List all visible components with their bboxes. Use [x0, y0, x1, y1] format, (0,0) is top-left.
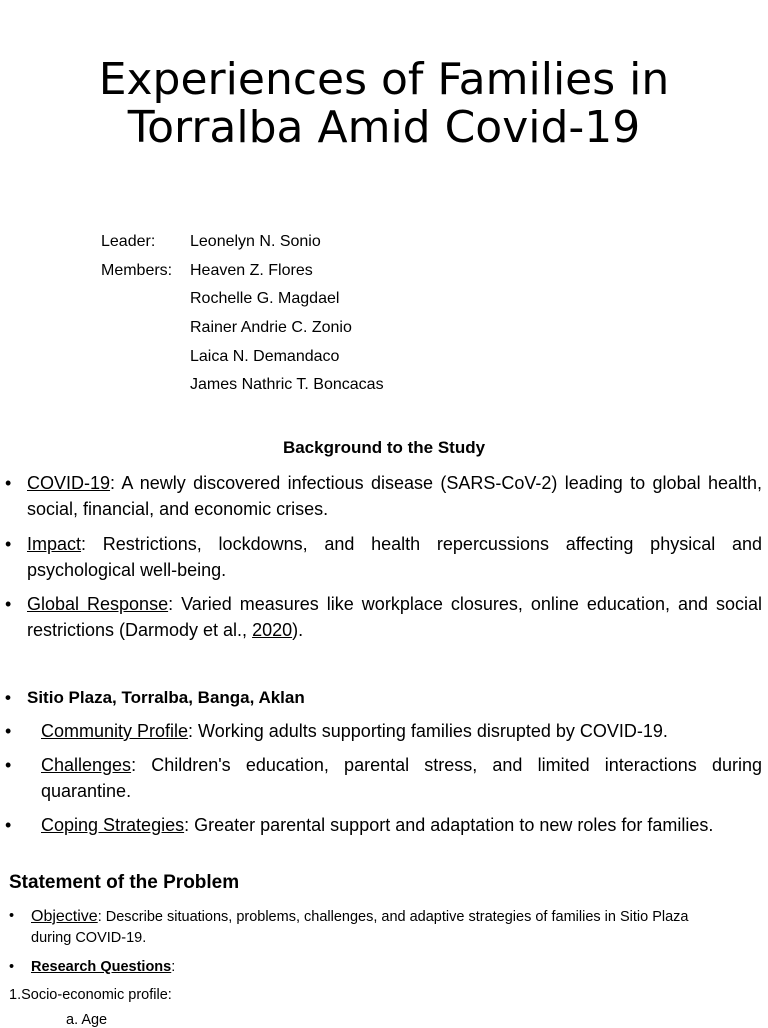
leader-name: Leonelyn N. Sonio: [190, 233, 321, 251]
member-name: James Nathric T. Boncacas: [190, 376, 384, 394]
term: Coping Strategies: [41, 815, 185, 835]
bullet-icon: •: [5, 473, 12, 493]
term: Challenges: [41, 755, 132, 775]
term: COVID-19: [27, 473, 111, 493]
location-heading: [5, 685, 762, 711]
member-name: Heaven Z. Flores: [190, 261, 313, 279]
item-text: : Restrictions, lockdowns, and health repercussions affecting physical and psychological well-being.: [27, 534, 762, 580]
bullet-icon: •: [5, 721, 12, 741]
leader-row: [101, 228, 384, 257]
item-text: : Working adults supporting families disrupted by COVID-19.: [188, 721, 668, 741]
team-list: [101, 228, 384, 400]
objective-text: : Describe situations, problems, challenges, and adaptive strategies of families in Sitio Plaza during COVID-19.: [31, 909, 689, 946]
background-item-impact: [5, 531, 762, 583]
term: Impact: [27, 534, 82, 554]
objective-term: Objective: [31, 908, 98, 925]
term: Community Profile: [41, 721, 189, 741]
bullet-icon: •: [9, 908, 15, 924]
citation-link[interactable]: 2020: [252, 620, 293, 640]
member-name: Laica N. Demandaco: [190, 347, 340, 365]
bullet-icon: •: [5, 688, 11, 707]
item-text: : Greater parental support and adaptation to new roles for families.: [184, 815, 714, 835]
location-item-community: [5, 718, 762, 744]
background-item-global-response: [5, 591, 763, 643]
location-item-coping: [5, 812, 762, 838]
item-text: : Varied measures like workplace closures, online education, and social restrictions (Darmody et al.,: [27, 594, 763, 640]
member-row: [101, 257, 384, 286]
background-item-covid: [5, 470, 762, 522]
sub-item: a. Age: [66, 1012, 108, 1028]
member-row: [101, 342, 384, 371]
member-name: Rainer Andrie C. Zonio: [190, 319, 352, 337]
bullet-icon: •: [5, 755, 12, 775]
research-questions-colon: :: [171, 959, 176, 975]
location-item-challenges: [5, 752, 762, 804]
research-questions-term: Research Questions: [31, 959, 172, 975]
document-title: Experiences of Families in Torralba Amid Covid-19: [98, 54, 670, 153]
bullet-icon: •: [5, 534, 12, 554]
research-questions-item: [9, 957, 176, 978]
members-label: Members:: [101, 261, 173, 279]
objective-item: [9, 906, 701, 949]
leader-label: Leader:: [101, 233, 156, 251]
numbered-item: 1.Socio-economic profile:: [9, 987, 172, 1003]
member-row: [101, 314, 384, 343]
bullet-icon: •: [9, 959, 15, 975]
problem-heading: Statement of the Problem: [9, 872, 240, 893]
item-text: : Children's education, parental stress, and limited interactions during quarantine.: [41, 755, 762, 801]
item-text: : A newly discovered infectious disease (SARS-CoV-2) leading to global health, social, financial, and economic crises.: [27, 473, 762, 519]
term: Global Response: [27, 594, 169, 614]
bullet-icon: •: [5, 815, 12, 835]
member-name: Rochelle G. Magdael: [190, 290, 340, 308]
background-heading: Background to the Study: [282, 438, 486, 457]
location-heading-text: Sitio Plaza, Torralba, Banga, Aklan: [27, 688, 305, 707]
item-text-end: ).: [292, 620, 304, 640]
member-row: [101, 371, 384, 400]
bullet-icon: •: [5, 594, 12, 614]
member-row: [101, 285, 384, 314]
